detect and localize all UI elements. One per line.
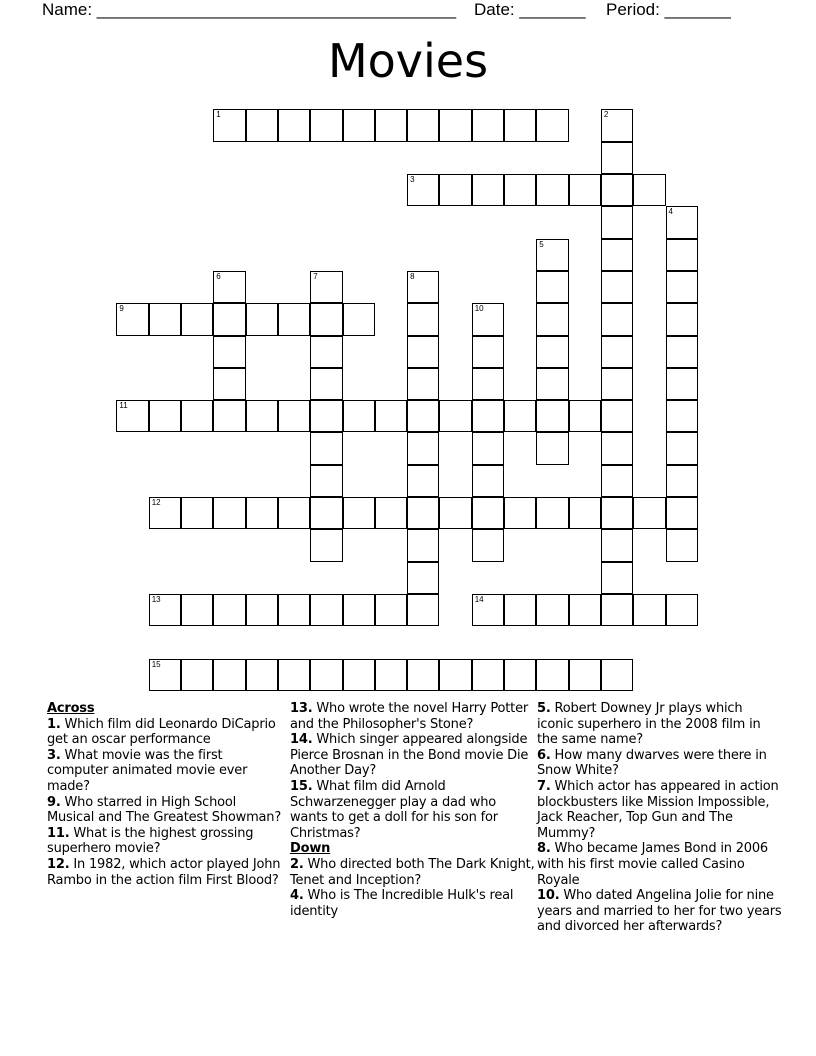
grid-cell[interactable] <box>439 109 471 141</box>
grid-cell[interactable] <box>149 659 181 691</box>
clue-text: What is the highest grossing superhero movie? <box>47 825 254 857</box>
grid-cell[interactable] <box>213 303 245 335</box>
grid-cell[interactable] <box>666 432 698 464</box>
grid-cell[interactable] <box>536 109 568 141</box>
clue-number: 1 <box>216 110 221 120</box>
clue-item <box>290 779 536 841</box>
clue-text: Who starred in High School Musical and The Greatest Showman? <box>47 794 282 826</box>
grid-cell[interactable] <box>504 109 536 141</box>
grid-cell[interactable] <box>181 497 213 529</box>
grid-cell[interactable] <box>149 303 181 335</box>
down-heading: Down <box>290 841 331 857</box>
grid-cell[interactable] <box>601 239 633 271</box>
grid-cell[interactable] <box>149 400 181 432</box>
grid-cell[interactable] <box>439 659 471 691</box>
grid-cell[interactable] <box>213 400 245 432</box>
grid-cell[interactable] <box>407 465 439 497</box>
clue-item <box>47 795 287 826</box>
grid-cell[interactable] <box>472 497 504 529</box>
clue-number: 11 <box>119 401 128 411</box>
grid-cell[interactable] <box>601 562 633 594</box>
clue-number: 13. <box>290 701 313 716</box>
grid-cell[interactable] <box>666 400 698 432</box>
clues-column-2 <box>290 701 536 919</box>
grid-cell[interactable] <box>472 336 504 368</box>
grid-cell[interactable] <box>569 174 601 206</box>
puzzle-title: Movies <box>327 34 489 88</box>
clue-number: 10. <box>537 888 560 904</box>
grid-cell[interactable] <box>666 206 698 238</box>
clue-text: Which singer appeared alongside Pierce Brosnan in the Bond movie Die Another Day? <box>290 732 529 779</box>
grid-cell[interactable] <box>569 400 601 432</box>
grid-cell[interactable] <box>536 497 568 529</box>
grid-cell[interactable] <box>246 659 278 691</box>
grid-cell[interactable] <box>536 336 568 368</box>
grid-cell[interactable] <box>666 465 698 497</box>
clue-number: 8. <box>537 841 551 857</box>
grid-cell[interactable] <box>246 400 278 432</box>
grid-cell[interactable] <box>601 303 633 335</box>
grid-cell[interactable] <box>601 336 633 368</box>
grid-cell[interactable] <box>569 594 601 626</box>
clue-item <box>537 701 782 748</box>
clue-text: Who is The Incredible Hulk's real identity <box>290 888 514 919</box>
grid-cell[interactable] <box>407 336 439 368</box>
grid-cell[interactable] <box>666 594 698 626</box>
grid-cell[interactable] <box>116 400 148 432</box>
grid-cell[interactable] <box>246 303 278 335</box>
clue-text: Who wrote the novel Harry Potter and the Philosopher's Stone? <box>290 701 529 732</box>
clue-number: 7. <box>537 778 551 794</box>
grid-cell[interactable] <box>343 303 375 335</box>
grid-cell[interactable] <box>343 400 375 432</box>
clue-text: What film did Arnold Schwarzenegger play a dad who wants to get a doll for his son for Christmas? <box>290 778 498 841</box>
grid-cell[interactable] <box>407 400 439 432</box>
clue-number: 1. <box>47 716 61 732</box>
grid-cell[interactable] <box>601 594 633 626</box>
grid-cell[interactable] <box>536 271 568 303</box>
grid-cell[interactable] <box>601 271 633 303</box>
grid-cell[interactable] <box>213 271 245 303</box>
grid-cell[interactable] <box>601 497 633 529</box>
grid-cell[interactable] <box>310 368 342 400</box>
grid-cell[interactable] <box>310 109 342 141</box>
grid-cell[interactable] <box>472 109 504 141</box>
grid-cell[interactable] <box>246 109 278 141</box>
grid-cell[interactable] <box>375 497 407 529</box>
grid-cell[interactable] <box>472 368 504 400</box>
clue-number: 4. <box>290 888 304 904</box>
clue-text: Who directed both The Dark Knight, Tenet and Inception? <box>290 856 535 888</box>
grid-cell[interactable] <box>407 271 439 303</box>
clue-item <box>290 732 536 779</box>
grid-cell[interactable] <box>278 303 310 335</box>
clue-item <box>537 779 782 841</box>
grid-cell[interactable] <box>504 174 536 206</box>
clue-number: 15 <box>151 659 161 669</box>
clue-number: 9 <box>119 304 124 314</box>
clue-number: 10 <box>474 304 484 314</box>
grid-cell[interactable] <box>601 465 633 497</box>
grid-cell[interactable] <box>181 594 213 626</box>
grid-cell[interactable] <box>666 497 698 529</box>
grid-cell[interactable] <box>407 109 439 141</box>
grid-cell[interactable] <box>278 109 310 141</box>
grid-cell[interactable] <box>407 432 439 464</box>
grid-cell[interactable] <box>536 303 568 335</box>
grid-cell[interactable] <box>278 659 310 691</box>
grid-cell[interactable] <box>536 659 568 691</box>
grid-cell[interactable] <box>407 594 439 626</box>
clue-number: 12. <box>47 856 70 872</box>
grid-cell[interactable] <box>116 303 148 335</box>
grid-cell[interactable] <box>310 659 342 691</box>
grid-cell[interactable] <box>375 594 407 626</box>
grid-cell[interactable] <box>472 432 504 464</box>
clue-text: In 1982, which actor played John Rambo in the action film First Blood? <box>47 856 281 888</box>
grid-cell[interactable] <box>504 497 536 529</box>
grid-cell[interactable] <box>536 594 568 626</box>
grid-cell[interactable] <box>310 271 342 303</box>
grid-cell[interactable] <box>343 109 375 141</box>
grid-cell[interactable] <box>310 303 342 335</box>
grid-cell[interactable] <box>536 432 568 464</box>
grid-cell[interactable] <box>310 529 342 561</box>
grid-cell[interactable] <box>439 174 471 206</box>
clue-item <box>290 857 536 888</box>
grid-cell[interactable] <box>601 174 633 206</box>
grid-cell[interactable] <box>310 497 342 529</box>
across-heading: Across <box>47 701 95 716</box>
grid-cell[interactable] <box>181 659 213 691</box>
clue-item <box>537 888 782 935</box>
grid-cell[interactable] <box>310 594 342 626</box>
clue-number: 3. <box>47 747 61 763</box>
grid-cell[interactable] <box>310 432 342 464</box>
grid-cell[interactable] <box>181 303 213 335</box>
clue-number: 5. <box>537 701 551 716</box>
clue-number: 12 <box>151 498 161 507</box>
grid-cell[interactable] <box>472 594 504 626</box>
clue-number: 11. <box>47 825 70 841</box>
grid-cell[interactable] <box>149 497 181 529</box>
grid-cell[interactable] <box>278 400 310 432</box>
clue-number: 6 <box>216 271 221 281</box>
clue-number: 13 <box>151 594 161 604</box>
grid-cell[interactable] <box>601 368 633 400</box>
grid-cell[interactable] <box>472 303 504 335</box>
grid-cell[interactable] <box>601 529 633 561</box>
grid-cell[interactable] <box>407 303 439 335</box>
grid-cell[interactable] <box>601 432 633 464</box>
grid-cell[interactable] <box>407 174 439 206</box>
grid-cell[interactable] <box>633 594 665 626</box>
grid-cell[interactable] <box>278 594 310 626</box>
grid-cell[interactable] <box>601 109 633 141</box>
grid-cell[interactable] <box>633 497 665 529</box>
grid-cell[interactable] <box>666 368 698 400</box>
clue-number: 15. <box>290 778 313 794</box>
clue-number: 8 <box>410 271 415 281</box>
clue-number: 14. <box>290 732 313 748</box>
clue-item <box>47 748 287 795</box>
clue-text: How many dwarves were there in Snow White? <box>537 747 767 779</box>
grid-cell[interactable] <box>536 368 568 400</box>
grid-cell[interactable] <box>472 174 504 206</box>
grid-cell[interactable] <box>310 336 342 368</box>
grid-cell[interactable] <box>666 303 698 335</box>
grid-cell[interactable] <box>213 368 245 400</box>
grid-cell[interactable] <box>310 400 342 432</box>
grid-cell[interactable] <box>375 109 407 141</box>
grid-cell[interactable] <box>472 465 504 497</box>
clue-item <box>290 888 536 919</box>
grid-cell[interactable] <box>666 239 698 271</box>
grid-cell[interactable] <box>666 529 698 561</box>
grid-cell[interactable] <box>536 400 568 432</box>
clue-number: 2 <box>603 110 609 120</box>
grid-cell[interactable] <box>569 659 601 691</box>
clue-item <box>47 857 287 888</box>
grid-cell[interactable] <box>666 271 698 303</box>
clue-item <box>290 701 536 732</box>
clue-text: What movie was the first computer animated movie ever made? <box>47 747 248 794</box>
clue-number: 14 <box>474 594 484 604</box>
grid-cell[interactable] <box>213 659 245 691</box>
grid-cell[interactable] <box>343 594 375 626</box>
date-field[interactable]: Date: _______ <box>474 0 586 19</box>
clue-number: 4 <box>668 207 673 217</box>
clue-number: 5 <box>539 239 544 249</box>
grid-cell[interactable] <box>213 497 245 529</box>
grid-cell[interactable] <box>472 659 504 691</box>
clues-column-1 <box>47 701 287 888</box>
clue-text: Which actor has appeared in action blockbusters like Mission Impossible, Jack Reacher, Top Gun and The Mummy? <box>537 778 779 841</box>
grid-cell[interactable] <box>407 659 439 691</box>
clue-text: Who became James Bond in 2006 with his first movie called Casino Royale <box>537 841 768 888</box>
grid-cell[interactable] <box>213 109 245 141</box>
grid-cell[interactable] <box>310 465 342 497</box>
grid-cell[interactable] <box>504 659 536 691</box>
clue-text: Which film did Leonardo DiCaprio get an oscar performance <box>47 716 276 748</box>
clue-number: 9. <box>47 794 61 810</box>
name-field[interactable]: Name: ______________________________________ <box>42 0 457 19</box>
clue-item <box>537 841 782 888</box>
clue-item <box>537 748 782 779</box>
grid-cell[interactable] <box>536 174 568 206</box>
grid-cell[interactable] <box>407 562 439 594</box>
grid-cell[interactable] <box>536 239 568 271</box>
clue-number: 3 <box>410 175 415 184</box>
grid-cell[interactable] <box>181 400 213 432</box>
grid-cell[interactable] <box>472 400 504 432</box>
grid-cell[interactable] <box>504 400 536 432</box>
grid-cell[interactable] <box>213 594 245 626</box>
clue-item <box>47 826 287 857</box>
grid-cell[interactable] <box>343 497 375 529</box>
period-field[interactable]: Period: _______ <box>606 0 731 19</box>
grid-cell[interactable] <box>601 206 633 238</box>
grid-cell[interactable] <box>407 368 439 400</box>
clue-number: 2. <box>290 856 304 872</box>
grid-cell[interactable] <box>569 497 601 529</box>
clues-column-3 <box>537 701 782 935</box>
grid-cell[interactable] <box>666 336 698 368</box>
grid-cell[interactable] <box>601 400 633 432</box>
grid-cell[interactable] <box>633 174 665 206</box>
grid-cell[interactable] <box>149 594 181 626</box>
grid-cell[interactable] <box>407 497 439 529</box>
grid-cell[interactable] <box>407 529 439 561</box>
grid-cell[interactable] <box>375 659 407 691</box>
grid-cell[interactable] <box>504 594 536 626</box>
grid-cell[interactable] <box>375 400 407 432</box>
grid-cell[interactable] <box>439 400 471 432</box>
grid-cell[interactable] <box>601 142 633 174</box>
clue-number: 7 <box>313 271 318 281</box>
clue-text: Robert Downey Jr plays which iconic superhero in the 2008 film in the same name? <box>537 701 761 748</box>
grid-cell[interactable] <box>439 497 471 529</box>
clue-text: Who dated Angelina Jolie for nine years and married to her for two years and divorced her afterwards? <box>537 888 782 935</box>
grid-cell[interactable] <box>246 497 278 529</box>
clue-number: 6. <box>537 747 551 763</box>
grid-cell[interactable] <box>343 659 375 691</box>
grid-cell[interactable] <box>246 594 278 626</box>
grid-cell[interactable] <box>472 529 504 561</box>
clue-item <box>47 717 287 748</box>
grid-cell[interactable] <box>278 497 310 529</box>
grid-cell[interactable] <box>601 659 633 691</box>
grid-cell[interactable] <box>213 336 245 368</box>
